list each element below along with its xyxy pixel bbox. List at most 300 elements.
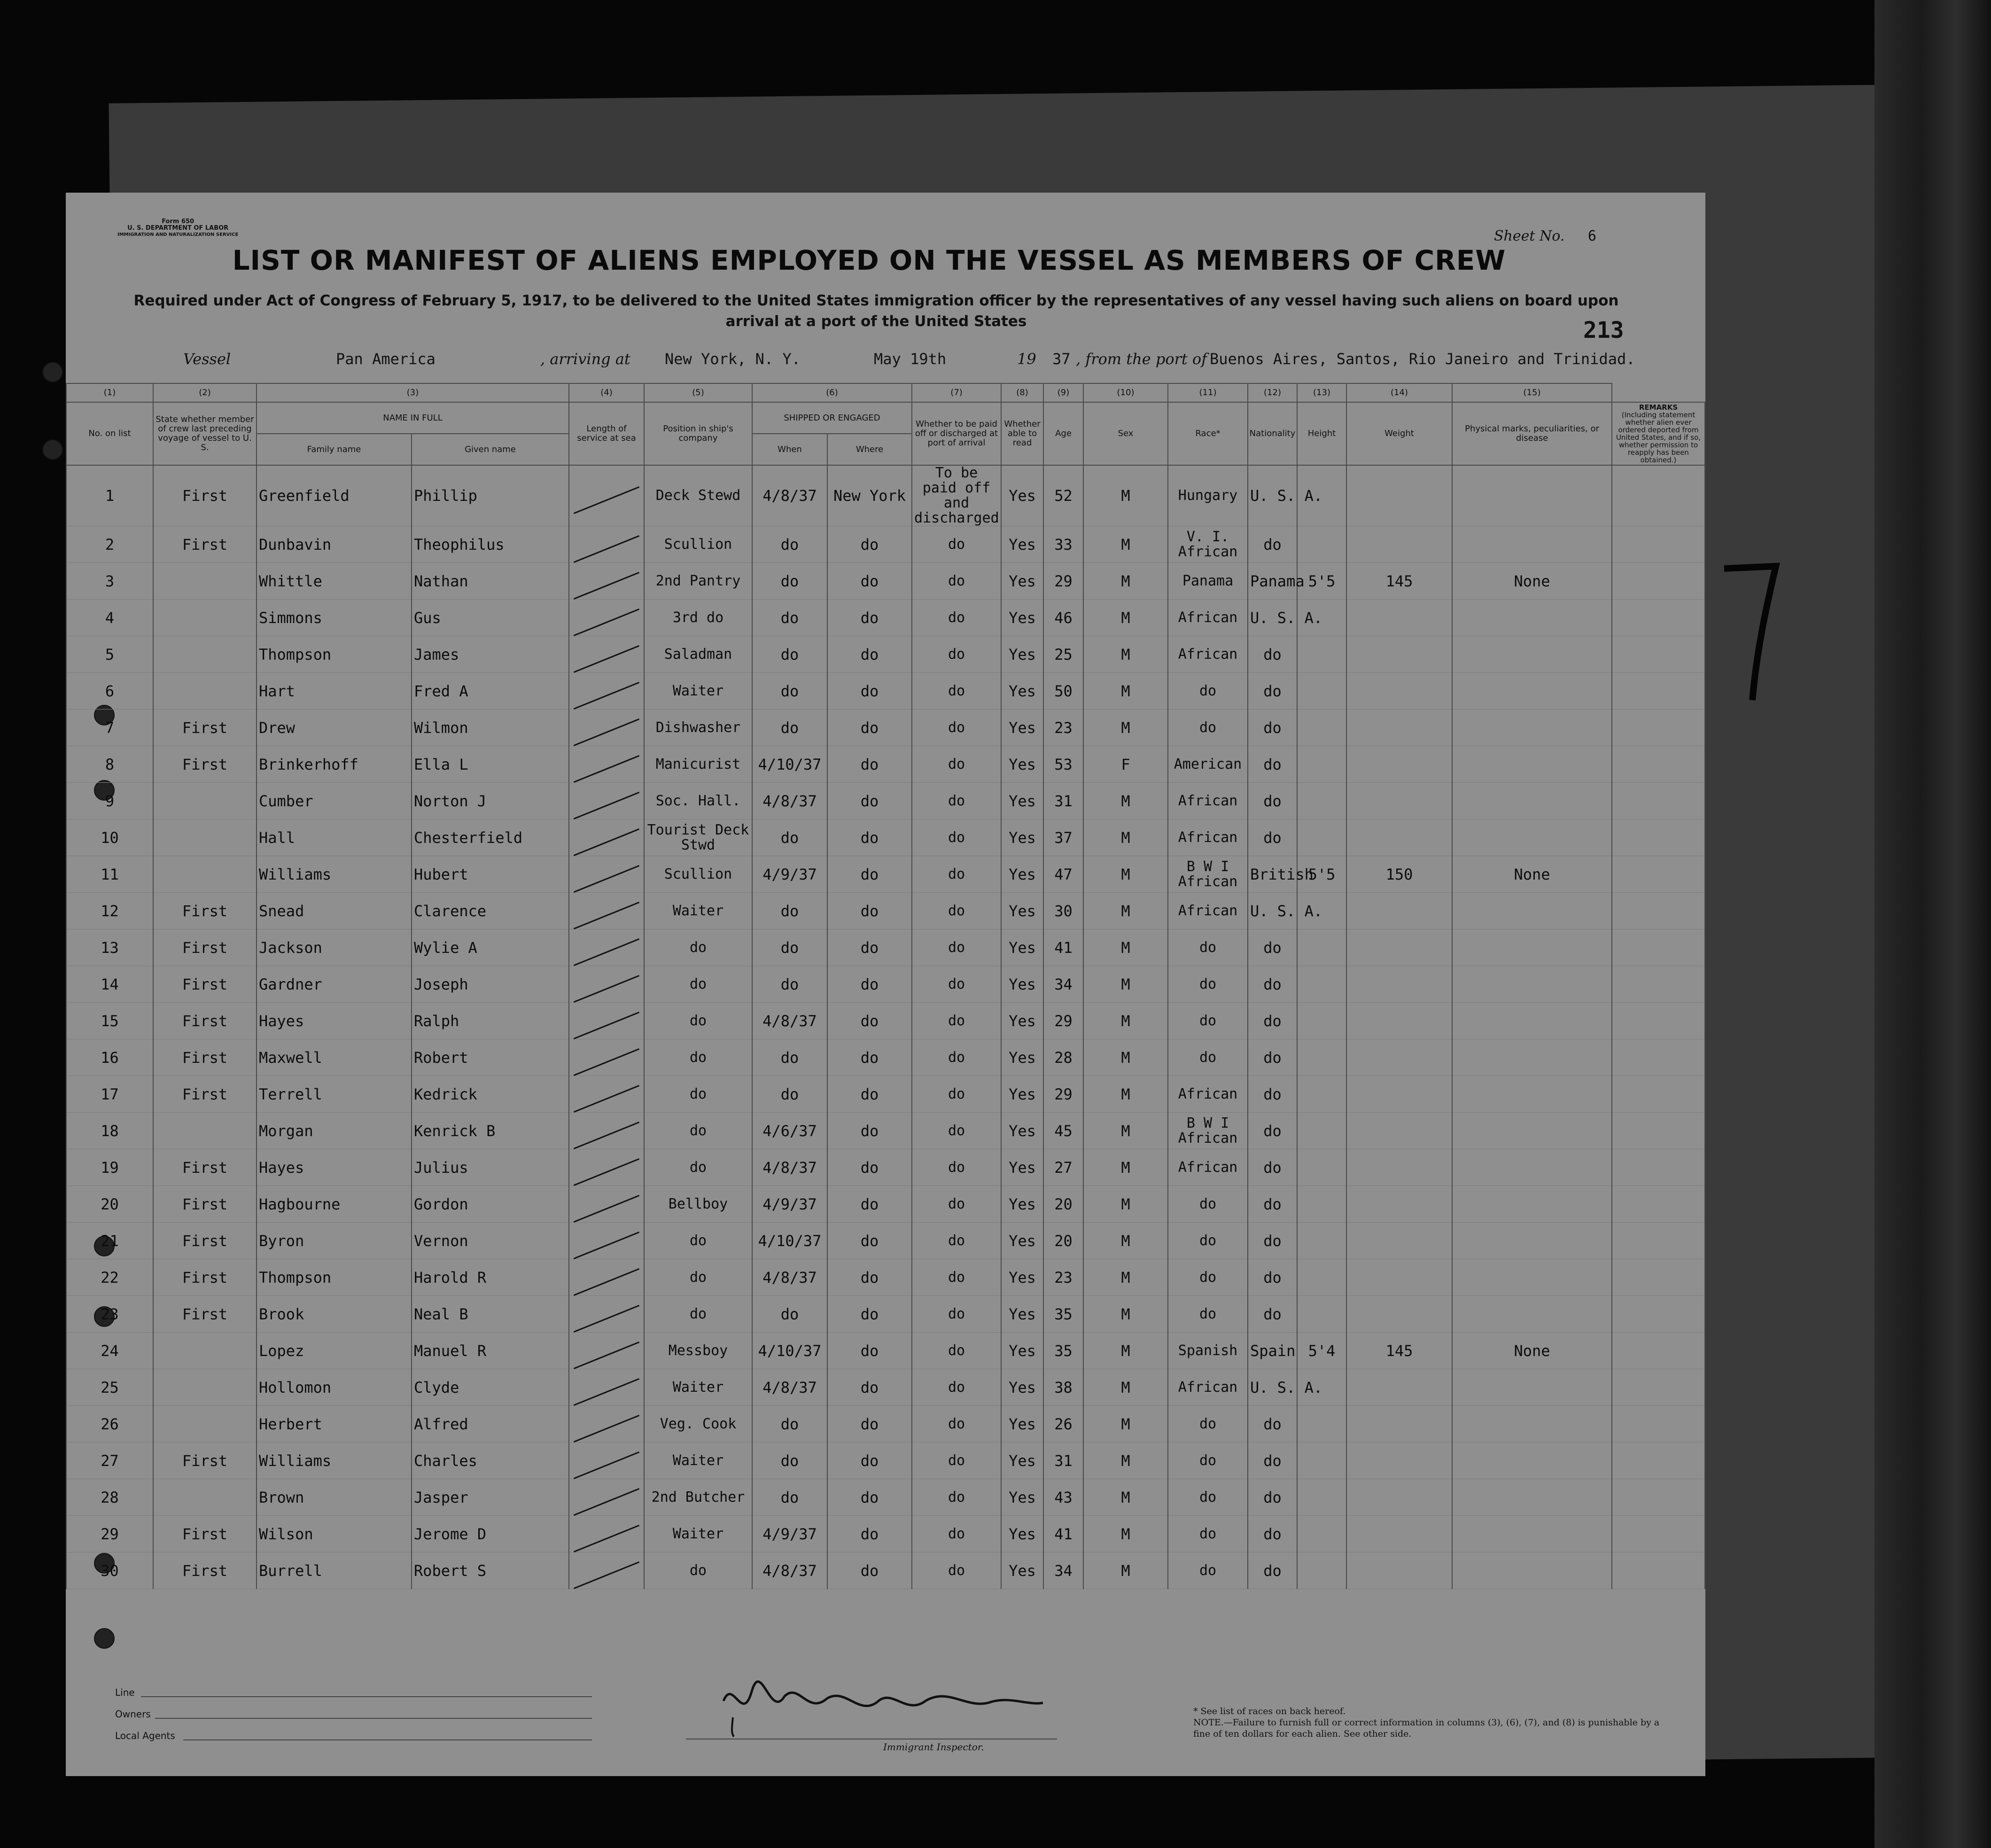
cell-nationality: do: [1248, 1259, 1297, 1296]
cell-given: James: [412, 636, 569, 673]
cell-no: 9: [66, 783, 153, 819]
cell-no: 13: [66, 929, 153, 966]
cell-paid: do: [912, 710, 1001, 746]
cell-given: Norton J: [412, 783, 569, 819]
cell-where: do: [827, 966, 912, 1003]
cell-where: do: [827, 1333, 912, 1369]
header-weight: Weight: [1346, 402, 1452, 465]
cell-where: do: [827, 636, 912, 673]
table-row: [66, 1443, 1705, 1479]
cell-state: [153, 1479, 257, 1516]
cell-remarks: [1612, 1333, 1705, 1369]
cell-height: [1297, 1003, 1346, 1039]
cell-no: 20: [66, 1186, 153, 1223]
cell-weight: [1346, 710, 1452, 746]
header-length-service: Length of service at sea: [569, 402, 644, 465]
cell-state: First: [153, 1296, 257, 1333]
cell-where: do: [827, 1149, 912, 1186]
cell-family: Greenfield: [257, 465, 412, 526]
cell-read: Yes: [1001, 1369, 1043, 1406]
cell-position: Waiter: [644, 1443, 752, 1479]
cell-given: Alfred: [412, 1406, 569, 1443]
cell-sex: M: [1083, 783, 1168, 819]
cell-paid: do: [912, 1039, 1001, 1076]
cell-no: 11: [66, 856, 153, 893]
cell-when: do: [752, 526, 827, 563]
header-name-in-full: NAME IN FULL: [257, 402, 569, 434]
cell-nationality: do: [1248, 746, 1297, 783]
cell-paid: do: [912, 819, 1001, 856]
cell-weight: [1346, 1259, 1452, 1296]
cell-family: Hollomon: [257, 1369, 412, 1406]
cell-nationality: British: [1248, 856, 1297, 893]
cell-paid: do: [912, 1149, 1001, 1186]
cell-when: do: [752, 966, 827, 1003]
table-row: [66, 746, 1705, 783]
cell-state: [153, 673, 257, 710]
table-row: [66, 1369, 1705, 1406]
cell-nationality: do: [1248, 1406, 1297, 1443]
cell-marks: [1452, 1039, 1612, 1076]
cell-family: Hagbourne: [257, 1186, 412, 1223]
cell-marks: [1452, 1113, 1612, 1149]
table-row: [66, 783, 1705, 819]
col-num-4: (4): [569, 383, 644, 402]
cell-age: 26: [1043, 1406, 1083, 1443]
cell-no: 28: [66, 1479, 153, 1516]
form-identifier: [117, 218, 238, 238]
cell-read: Yes: [1001, 1149, 1043, 1186]
cell-nationality: do: [1248, 1039, 1297, 1076]
arriving-port: New York, N. Y.: [665, 350, 801, 368]
cell-position: Waiter: [644, 893, 752, 929]
cell-given: Robert S: [412, 1552, 569, 1589]
table-row: [66, 600, 1705, 636]
cell-family: Gardner: [257, 966, 412, 1003]
cell-age: 20: [1043, 1186, 1083, 1223]
cell-race: Panama: [1168, 563, 1248, 600]
cell-height: 5'4: [1297, 1333, 1346, 1369]
cell-weight: [1346, 746, 1452, 783]
cell-age: 47: [1043, 856, 1083, 893]
cell-no: 17: [66, 1076, 153, 1113]
cell-race: B W I African: [1168, 856, 1248, 893]
cell-remarks: [1612, 563, 1705, 600]
cell-remarks: [1612, 966, 1705, 1003]
cell-where: do: [827, 526, 912, 563]
header-remarks: [1612, 402, 1705, 465]
cell-remarks: [1612, 1003, 1705, 1039]
cell-when: do: [752, 819, 827, 856]
cell-remarks: [1612, 856, 1705, 893]
header-sex: Sex: [1083, 402, 1168, 465]
cell-family: Dunbavin: [257, 526, 412, 563]
cell-marks: [1452, 1369, 1612, 1406]
cell-age: 25: [1043, 636, 1083, 673]
length-service-tick: [569, 1076, 644, 1113]
cell-position: do: [644, 929, 752, 966]
cell-family: Brook: [257, 1296, 412, 1333]
cell-height: 5'5: [1297, 856, 1346, 893]
cell-when: do: [752, 600, 827, 636]
length-service-tick: [569, 600, 644, 636]
cell-read: Yes: [1001, 465, 1043, 526]
cell-family: Drew: [257, 710, 412, 746]
length-service-tick: [569, 1296, 644, 1333]
cell-weight: [1346, 1552, 1452, 1589]
cell-sex: M: [1083, 1223, 1168, 1259]
cell-paid: do: [912, 526, 1001, 563]
cell-sex: M: [1083, 636, 1168, 673]
cell-position: Deck Stewd: [644, 465, 752, 526]
cell-remarks: [1612, 1296, 1705, 1333]
cell-paid: do: [912, 893, 1001, 929]
cell-nationality: U. S. A.: [1248, 893, 1297, 929]
col-num-3: (3): [257, 383, 569, 402]
cell-nationality: Spain: [1248, 1333, 1297, 1369]
cell-age: 31: [1043, 783, 1083, 819]
header-family-name: Family name: [257, 434, 412, 465]
cell-read: Yes: [1001, 856, 1043, 893]
cell-given: Jasper: [412, 1479, 569, 1516]
cell-marks: [1452, 893, 1612, 929]
cell-given: Kenrick B: [412, 1113, 569, 1149]
cell-paid: do: [912, 1259, 1001, 1296]
cell-no: 3: [66, 563, 153, 600]
cell-where: do: [827, 1113, 912, 1149]
table-row: [66, 563, 1705, 600]
cell-no: 22: [66, 1259, 153, 1296]
cell-sex: M: [1083, 1443, 1168, 1479]
cell-no: 1: [66, 465, 153, 526]
table-row: [66, 1003, 1705, 1039]
cell-when: 4/8/37: [752, 1552, 827, 1589]
cell-given: Julius: [412, 1149, 569, 1186]
cell-state: [153, 1333, 257, 1369]
cell-read: Yes: [1001, 600, 1043, 636]
cell-marks: [1452, 1259, 1612, 1296]
cell-height: [1297, 1039, 1346, 1076]
cell-height: [1297, 1552, 1346, 1589]
cell-given: Gus: [412, 600, 569, 636]
cell-weight: [1346, 1149, 1452, 1186]
cell-sex: M: [1083, 893, 1168, 929]
cell-race: do: [1168, 1296, 1248, 1333]
cell-paid: do: [912, 636, 1001, 673]
cell-read: Yes: [1001, 1259, 1043, 1296]
cell-state: [153, 1369, 257, 1406]
cell-no: 30: [66, 1552, 153, 1589]
cell-where: do: [827, 1223, 912, 1259]
cell-nationality: do: [1248, 1003, 1297, 1039]
cell-no: 8: [66, 746, 153, 783]
cell-family: Cumber: [257, 783, 412, 819]
cell-no: 29: [66, 1516, 153, 1552]
cell-where: do: [827, 1369, 912, 1406]
cell-age: 38: [1043, 1369, 1083, 1406]
cell-given: Manuel R: [412, 1333, 569, 1369]
footnote-penalty: NOTE.—Failure to furnish full or correct information in columns (3), (6), (7), and (8) is punishable by a fine of ten dollars for each alien. See other side.: [1193, 1717, 1660, 1739]
header-state-whether: State whether member of crew last preceding voyage of vessel to U. S.: [153, 402, 257, 465]
page-subtitle: Required under Act of Congress of February 5, 1917, to be delivered to the United States immigration officer by the representatives of any vessel having such aliens on board upon arrival at a port of the United States: [133, 292, 1619, 330]
col-num-8: (8): [1001, 383, 1043, 402]
cell-marks: [1452, 710, 1612, 746]
cell-state: First: [153, 1076, 257, 1113]
cell-race: African: [1168, 600, 1248, 636]
cell-state: First: [153, 746, 257, 783]
cell-remarks: [1612, 1369, 1705, 1406]
punch-hole: [42, 439, 63, 460]
cell-age: 52: [1043, 465, 1083, 526]
cell-state: First: [153, 966, 257, 1003]
cell-state: First: [153, 929, 257, 966]
cell-race: African: [1168, 783, 1248, 819]
header-position: Position in ship's company: [644, 402, 752, 465]
col-num-1: (1): [66, 383, 153, 402]
header-age: Age: [1043, 402, 1083, 465]
cell-when: do: [752, 673, 827, 710]
cell-family: Simmons: [257, 600, 412, 636]
cell-when: do: [752, 929, 827, 966]
cell-where: do: [827, 746, 912, 783]
cell-paid: To be paid off and discharged: [912, 465, 1001, 526]
length-service-tick: [569, 1003, 644, 1039]
cell-height: [1297, 783, 1346, 819]
cell-paid: do: [912, 1223, 1001, 1259]
cell-no: 6: [66, 673, 153, 710]
cell-weight: [1346, 673, 1452, 710]
table-row: [66, 966, 1705, 1003]
cell-age: 35: [1043, 1296, 1083, 1333]
cell-family: Hayes: [257, 1149, 412, 1186]
length-service-tick: [569, 1516, 644, 1552]
cell-race: do: [1168, 1479, 1248, 1516]
cell-marks: [1452, 1186, 1612, 1223]
col-num-6: (6): [752, 383, 912, 402]
cell-weight: [1346, 1296, 1452, 1333]
cell-sex: M: [1083, 966, 1168, 1003]
cell-where: do: [827, 1259, 912, 1296]
cell-when: 4/6/37: [752, 1113, 827, 1149]
cell-sex: M: [1083, 1406, 1168, 1443]
cell-paid: do: [912, 1296, 1001, 1333]
cell-no: 23: [66, 1296, 153, 1333]
cell-when: 4/9/37: [752, 856, 827, 893]
cell-height: [1297, 929, 1346, 966]
sheet-number: [1494, 228, 1596, 244]
cell-remarks: [1612, 673, 1705, 710]
length-service-tick: [569, 1186, 644, 1223]
cell-position: Waiter: [644, 1516, 752, 1552]
cell-height: [1297, 1076, 1346, 1113]
cell-sex: F: [1083, 746, 1168, 783]
cell-sex: M: [1083, 1296, 1168, 1333]
binder-edge: [1874, 0, 1991, 1848]
cell-family: Burrell: [257, 1552, 412, 1589]
length-service-tick: [569, 673, 644, 710]
cell-family: Terrell: [257, 1076, 412, 1113]
cell-weight: [1346, 966, 1452, 1003]
cell-state: First: [153, 1149, 257, 1186]
table-row: [66, 710, 1705, 746]
cell-marks: [1452, 966, 1612, 1003]
cell-read: Yes: [1001, 1186, 1043, 1223]
cell-position: do: [644, 1113, 752, 1149]
cell-when: 4/10/37: [752, 1223, 827, 1259]
cell-read: Yes: [1001, 1003, 1043, 1039]
cell-marks: [1452, 929, 1612, 966]
cell-age: 46: [1043, 600, 1083, 636]
cell-given: Chesterfield: [412, 819, 569, 856]
cell-family: Hall: [257, 819, 412, 856]
agents-rule: [183, 1739, 592, 1740]
cell-nationality: U. S. A.: [1248, 1369, 1297, 1406]
cell-paid: do: [912, 1552, 1001, 1589]
cell-race: Hungary: [1168, 465, 1248, 526]
cell-state: First: [153, 893, 257, 929]
cell-age: 29: [1043, 1076, 1083, 1113]
cell-no: 12: [66, 893, 153, 929]
cell-remarks: [1612, 1406, 1705, 1443]
col-num-7: (7): [912, 383, 1001, 402]
arrival-year: 37: [1052, 350, 1071, 368]
cell-marks: [1452, 526, 1612, 563]
cell-paid: do: [912, 600, 1001, 636]
table-row: [66, 1259, 1705, 1296]
header-when: When: [752, 434, 827, 465]
cell-when: 4/8/37: [752, 1259, 827, 1296]
length-service-tick: [569, 1369, 644, 1406]
cell-given: Wylie A: [412, 929, 569, 966]
cell-race: American: [1168, 746, 1248, 783]
cell-position: do: [644, 1259, 752, 1296]
cell-position: Saladman: [644, 636, 752, 673]
cell-where: do: [827, 673, 912, 710]
cell-sex: M: [1083, 600, 1168, 636]
cell-age: 23: [1043, 710, 1083, 746]
col-num-13: (13): [1297, 383, 1346, 402]
inspector-label: Immigrant Inspector.: [883, 1741, 984, 1753]
cell-given: Phillip: [412, 465, 569, 526]
cell-sex: M: [1083, 465, 1168, 526]
cell-position: do: [644, 1039, 752, 1076]
cell-paid: do: [912, 1443, 1001, 1479]
cell-state: First: [153, 1003, 257, 1039]
cell-state: [153, 856, 257, 893]
cell-sex: M: [1083, 1149, 1168, 1186]
cell-height: [1297, 1113, 1346, 1149]
cell-nationality: U. S. A.: [1248, 465, 1297, 526]
cell-state: First: [153, 1186, 257, 1223]
cell-paid: do: [912, 1369, 1001, 1406]
cell-read: Yes: [1001, 673, 1043, 710]
cell-weight: [1346, 636, 1452, 673]
cell-paid: do: [912, 1186, 1001, 1223]
cell-when: 4/8/37: [752, 1149, 827, 1186]
cell-nationality: do: [1248, 1443, 1297, 1479]
cell-no: 2: [66, 526, 153, 563]
cell-remarks: [1612, 1516, 1705, 1552]
cell-family: Hart: [257, 673, 412, 710]
cell-nationality: do: [1248, 819, 1297, 856]
cell-family: Thompson: [257, 1259, 412, 1296]
cell-given: Jerome D: [412, 1516, 569, 1552]
cell-when: 4/9/37: [752, 1186, 827, 1223]
length-service-tick: [569, 710, 644, 746]
line-rule: [141, 1696, 592, 1697]
cell-where: do: [827, 1039, 912, 1076]
cell-given: Joseph: [412, 966, 569, 1003]
col-num-14: (14): [1346, 383, 1452, 402]
year-prefix: 19: [1017, 350, 1036, 368]
table-row: [66, 893, 1705, 929]
cell-no: 4: [66, 600, 153, 636]
length-service-tick: [569, 746, 644, 783]
cell-given: Gordon: [412, 1186, 569, 1223]
cell-age: 37: [1043, 819, 1083, 856]
cell-weight: [1346, 819, 1452, 856]
cell-height: [1297, 1149, 1346, 1186]
cell-race: do: [1168, 966, 1248, 1003]
cell-where: do: [827, 1406, 912, 1443]
cell-family: Byron: [257, 1223, 412, 1259]
cell-position: Scullion: [644, 856, 752, 893]
cell-height: [1297, 1406, 1346, 1443]
length-service-tick: [569, 1223, 644, 1259]
cell-race: V. I. African: [1168, 526, 1248, 563]
owners-label: Owners: [115, 1708, 151, 1720]
table-row: [66, 1186, 1705, 1223]
cell-nationality: do: [1248, 783, 1297, 819]
cell-position: Waiter: [644, 1369, 752, 1406]
cell-where: do: [827, 1186, 912, 1223]
cell-family: Herbert: [257, 1406, 412, 1443]
sheet-value: 6: [1587, 228, 1596, 244]
cell-marks: [1452, 1003, 1612, 1039]
cell-age: 43: [1043, 1479, 1083, 1516]
table-row: [66, 1296, 1705, 1333]
length-service-tick: [569, 636, 644, 673]
table-row: [66, 1406, 1705, 1443]
cell-remarks: [1612, 710, 1705, 746]
cell-read: Yes: [1001, 966, 1043, 1003]
table-row: [66, 1223, 1705, 1259]
cell-nationality: do: [1248, 1479, 1297, 1516]
cell-no: 24: [66, 1333, 153, 1369]
length-service-tick: [569, 1149, 644, 1186]
cell-state: [153, 563, 257, 600]
table-row: [66, 1333, 1705, 1369]
page-number: 213: [1583, 317, 1624, 343]
cell-where: do: [827, 819, 912, 856]
sheet-label: Sheet No.: [1494, 228, 1565, 244]
cell-remarks: [1612, 1076, 1705, 1113]
cell-race: do: [1168, 710, 1248, 746]
header-paid-off: Whether to be paid off or discharged at port of arrival: [912, 402, 1001, 465]
cell-race: African: [1168, 1149, 1248, 1186]
cell-family: Williams: [257, 1443, 412, 1479]
cell-marks: [1452, 1223, 1612, 1259]
cell-marks: None: [1452, 563, 1612, 600]
cell-read: Yes: [1001, 819, 1043, 856]
cell-position: do: [644, 1296, 752, 1333]
cell-nationality: do: [1248, 710, 1297, 746]
cell-weight: [1346, 929, 1452, 966]
cell-weight: [1346, 465, 1452, 526]
cell-marks: [1452, 1406, 1612, 1443]
cell-remarks: [1612, 526, 1705, 563]
cell-read: Yes: [1001, 1076, 1043, 1113]
